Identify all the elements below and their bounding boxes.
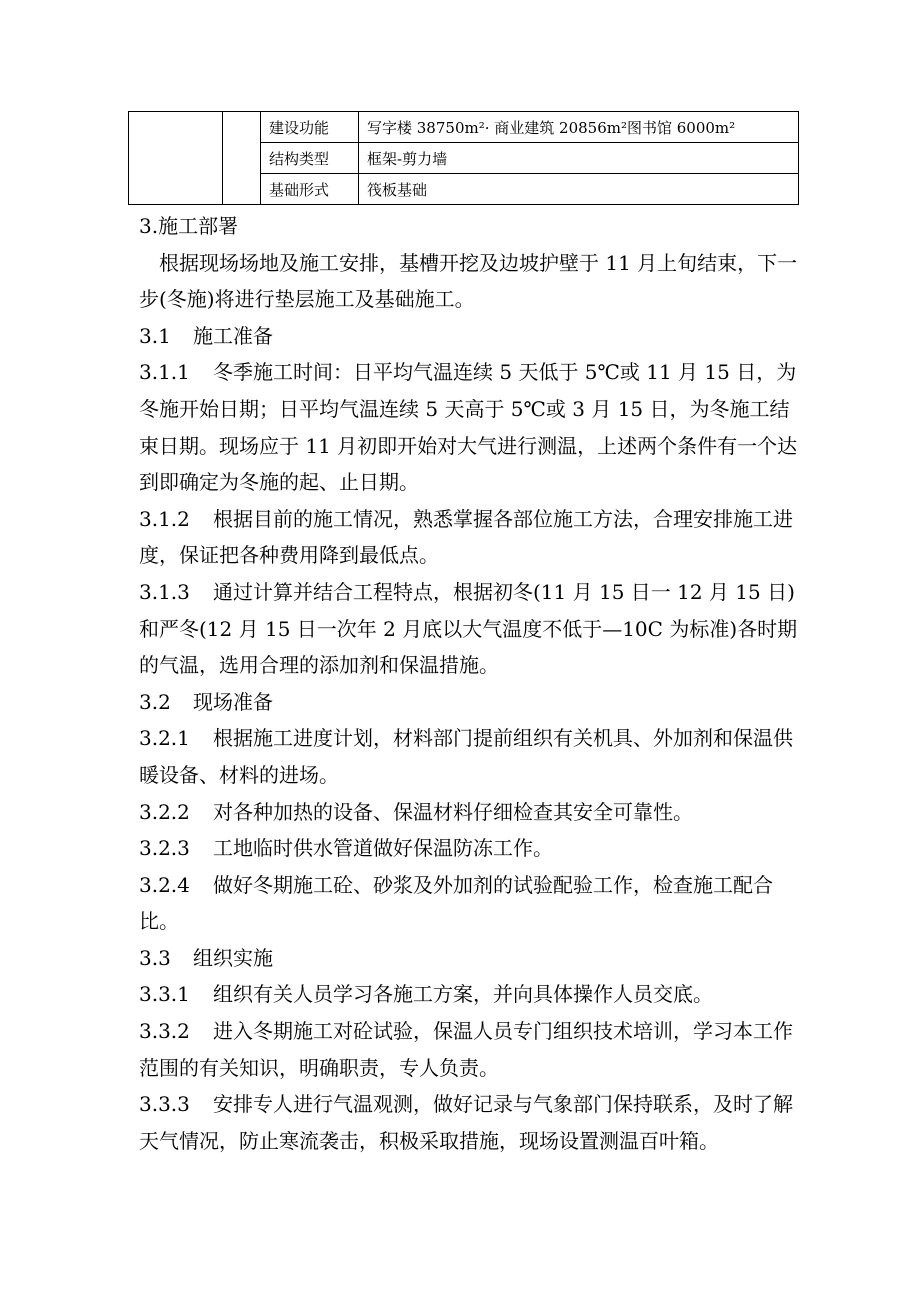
clause-paragraph: 3.3.1 组织有关人员学习各施工方案，并向具体操作人员交底。: [139, 982, 713, 1007]
clause-paragraph: 3.3.3 安排专人进行气温观测，做好记录与气象部门保持联系，及时了解天气情况，防止寒流袭击，积极采取措施，现场设置测温百叶箱。: [139, 1092, 793, 1153]
table-value-cell: 写字楼 38750m²· 商业建筑 20856m²图书馆 6000m²: [359, 112, 799, 143]
clause-paragraph: 3.2.1 根据施工进度计划，材料部门提前组织有关机具、外加剂和保温供暖设备、材料的进场。: [139, 726, 793, 787]
table-label-cell: 结构类型: [261, 143, 359, 174]
table-value-cell: 筏板基础: [359, 174, 799, 205]
clause-paragraph: 3.2.4 做好冬期施工砼、砂浆及外加剂的试验配验工作，检查施工配合比。: [139, 872, 773, 934]
clause-paragraph: 3.3.2 进入冬期施工对砼试验，保温人员专门组织技术培训，学习本工作范围的有关知识，明确职责，专人负责。: [139, 1019, 793, 1080]
subsection-heading: 3.1 施工准备: [139, 323, 273, 348]
document-body: [139, 208, 805, 1159]
table-row: [129, 112, 799, 143]
subsection-heading: 3.2 现场准备: [139, 689, 273, 714]
clause-paragraph: 3.2.3 工地临时供水管道做好保温防冻工作。: [139, 836, 553, 861]
table-label-cell: 基础形式: [261, 174, 359, 205]
clause-paragraph: 3.1.1 冬季施工时间：日平均气温连续 5 天低于 5℃或 11 月 15 日，为冬施开始日期；日平均气温连续 5 天高于 5℃或 3 月 15 日，为冬施工结束日期。现场应于 11 月初即开始对大气进行测温，上述两个条件有一个达到即确定为冬施的起、止日期。: [139, 360, 798, 495]
section-heading: 3.施工部署: [139, 214, 239, 238]
clause-paragraph: 3.1.3 通过计算并结合工程特点，根据初冬(11 月 15 日一 12 月 15 日)和严冬(12 月 15 日一次年 2 月底以大气温度不低于—10C 为标准)各时期的气温，选用合理的添加剂和保温措施。: [139, 579, 798, 678]
table-value-cell: 框架-剪力墙: [359, 143, 799, 174]
project-info-table: [128, 111, 799, 205]
clause-paragraph: 3.1.2 根据目前的施工情况，熟悉掌握各部位施工方法，合理安排施工进度，保证把各种费用降到最低点。: [139, 506, 793, 568]
subsection-heading: 3.3 组织实施: [139, 945, 273, 970]
table-empty-cell: [129, 112, 223, 205]
intro-paragraph: 根据现场场地及施工安排，基槽开挖及边坡护壁于 11 月上旬结束，下一步(冬施)将进行垫层施工及基础施工。: [139, 250, 798, 312]
clause-paragraph: 3.2.2 对各种加热的设备、保温材料仔细检查其安全可靠性。: [139, 799, 693, 824]
table-label-cell: 建设功能: [261, 112, 359, 143]
table-empty-cell: [223, 112, 261, 205]
